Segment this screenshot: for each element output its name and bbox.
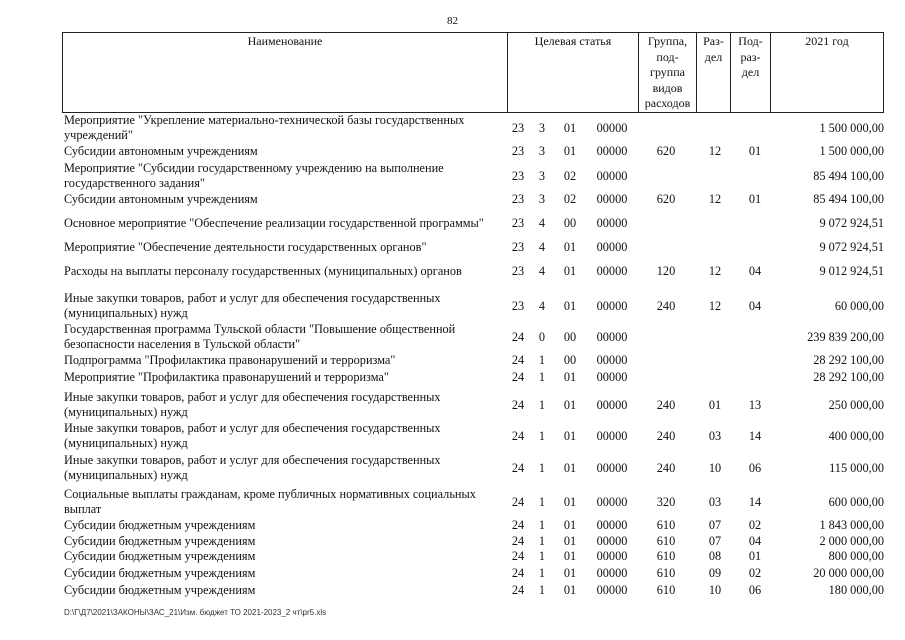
row-name: Субсидии бюджетным учреждениям [64, 518, 256, 532]
header-section-line: Раз- [703, 34, 724, 48]
row-name: Субсидии бюджетным учреждениям [64, 549, 256, 563]
row-target-code-program: 23 [511, 240, 525, 254]
header-subsection [731, 33, 771, 113]
row-target-code-subprogram: 1 [538, 353, 546, 367]
row-subsection: 04 [748, 264, 762, 278]
row-target-code-direction: 00000 [596, 370, 628, 384]
row-amount-2021: 85 494 100,00 [813, 169, 884, 183]
row-target-code-subprogram: 1 [538, 549, 546, 563]
row-target-code-direction: 00000 [596, 299, 628, 313]
header-expense-group [639, 33, 697, 113]
row-target-code-direction: 00000 [596, 240, 628, 254]
row-target-code-subprogram: 1 [538, 534, 546, 548]
row-subsection: 01 [748, 192, 762, 206]
row-section: 12 [708, 192, 722, 206]
row-expense-group: 240 [656, 398, 676, 412]
row-target-code-program: 24 [511, 549, 525, 563]
row-amount-2021: 9 072 924,51 [819, 240, 884, 254]
row-target-code-activity: 01 [563, 549, 577, 563]
row-name: Субсидии автономным учреждениям [64, 192, 258, 206]
row-target-code-program: 24 [511, 353, 525, 367]
row-amount-2021: 9 012 924,51 [819, 264, 884, 278]
row-target-code-program: 24 [511, 330, 525, 344]
row-expense-group: 610 [656, 566, 676, 580]
row-target-code-direction: 00000 [596, 461, 628, 475]
row-amount-2021: 1 843 000,00 [819, 518, 884, 532]
row-subsection: 01 [748, 549, 762, 563]
row-target-code-direction: 00000 [596, 549, 628, 563]
row-expense-group: 610 [656, 583, 676, 597]
row-subsection: 04 [748, 299, 762, 313]
row-amount-2021: 85 494 100,00 [813, 192, 884, 206]
header-section-line: дел [704, 49, 723, 64]
row-target-code-activity: 00 [563, 353, 577, 367]
row-target-code-direction: 00000 [596, 353, 628, 367]
row-section: 12 [708, 144, 722, 158]
row-target-code-subprogram: 3 [538, 169, 546, 183]
row-target-code-activity: 01 [563, 583, 577, 597]
row-target-code-subprogram: 1 [538, 566, 546, 580]
row-target-code-activity: 00 [563, 216, 577, 230]
header-name: Наименование [63, 33, 508, 113]
row-name: Мероприятие "Профилактика правонарушений и терроризма" [64, 370, 389, 384]
row-name: Мероприятие "Субсидии государственному учреждению на выполнение государственного задания" [64, 161, 444, 190]
row-amount-2021: 20 000 000,00 [813, 566, 884, 580]
row-amount-2021: 2 000 000,00 [819, 534, 884, 548]
row-target-code-direction: 00000 [596, 144, 628, 158]
header-group-line: под- [656, 49, 679, 64]
row-name: Субсидии бюджетным учреждениям [64, 583, 256, 597]
row-target-code-subprogram: 1 [538, 495, 546, 509]
row-amount-2021: 600 000,00 [828, 495, 884, 509]
row-name: Субсидии автономным учреждениям [64, 144, 258, 158]
row-target-code-program: 24 [511, 566, 525, 580]
row-target-code-activity: 01 [563, 461, 577, 475]
row-name: Иные закупки товаров, работ и услуг для обеспечения государственных (муниципальных) нужд [64, 390, 441, 419]
row-target-code-program: 24 [511, 518, 525, 532]
row-target-code-direction: 00000 [596, 192, 628, 206]
row-expense-group: 620 [656, 144, 676, 158]
row-target-code-activity: 01 [563, 370, 577, 384]
row-target-code-activity: 01 [563, 495, 577, 509]
row-section: 09 [708, 566, 722, 580]
row-amount-2021: 250 000,00 [828, 398, 884, 412]
row-name: Расходы на выплаты персоналу государственных (муниципальных) органов [64, 264, 462, 278]
row-target-code-activity: 00 [563, 330, 577, 344]
row-target-code-activity: 01 [563, 299, 577, 313]
row-amount-2021: 9 072 924,51 [819, 216, 884, 230]
row-target-code-subprogram: 0 [538, 330, 546, 344]
row-target-code-activity: 01 [563, 534, 577, 548]
row-name: Основное мероприятие "Обеспечение реализации государственной программы" [64, 216, 484, 230]
row-name: Мероприятие "Обеспечение деятельности государственных органов" [64, 240, 427, 254]
row-target-code-direction: 00000 [596, 566, 628, 580]
row-subsection: 06 [748, 583, 762, 597]
row-name: Государственная программа Тульской области "Повышение общественной безопасности населения в Тульской области" [64, 322, 456, 351]
header-group-line: расходов [644, 96, 691, 110]
page-number: 82 [447, 15, 458, 27]
row-target-code-direction: 00000 [596, 534, 628, 548]
row-target-code-activity: 01 [563, 240, 577, 254]
row-target-code-program: 24 [511, 429, 525, 443]
row-target-code-program: 23 [511, 216, 525, 230]
row-target-code-program: 24 [511, 398, 525, 412]
row-target-code-program: 23 [511, 121, 525, 135]
row-target-code-subprogram: 4 [538, 299, 546, 313]
row-target-code-subprogram: 1 [538, 583, 546, 597]
row-target-code-activity: 01 [563, 121, 577, 135]
row-target-code-direction: 00000 [596, 398, 628, 412]
row-target-code-program: 24 [511, 534, 525, 548]
row-name: Мероприятие "Укрепление материально-технической базы государственных учреждений" [64, 113, 465, 142]
row-target-code-program: 24 [511, 583, 525, 597]
row-name: Иные закупки товаров, работ и услуг для обеспечения государственных (муниципальных) нужд [64, 421, 441, 450]
row-subsection: 14 [748, 495, 762, 509]
row-target-code-activity: 01 [563, 429, 577, 443]
row-section: 07 [708, 518, 722, 532]
row-expense-group: 240 [656, 299, 676, 313]
row-target-code-activity: 01 [563, 144, 577, 158]
row-target-code-direction: 00000 [596, 264, 628, 278]
row-target-code-activity: 02 [563, 192, 577, 206]
row-target-code-activity: 01 [563, 566, 577, 580]
row-name: Подпрограмма "Профилактика правонарушений и терроризма" [64, 353, 396, 367]
row-amount-2021: 800 000,00 [828, 549, 884, 563]
row-expense-group: 610 [656, 549, 676, 563]
row-section: 01 [708, 398, 722, 412]
header-group-line: Группа, [647, 34, 688, 48]
row-target-code-program: 23 [511, 192, 525, 206]
row-subsection: 13 [748, 398, 762, 412]
header-year: 2021 год [771, 33, 884, 113]
row-target-code-activity: 02 [563, 169, 577, 183]
row-subsection: 02 [748, 566, 762, 580]
row-expense-group: 320 [656, 495, 676, 509]
row-name: Иные закупки товаров, работ и услуг для обеспечения государственных (муниципальных) нужд [64, 453, 441, 482]
header-group-line: видов [652, 80, 683, 95]
row-section: 08 [708, 549, 722, 563]
row-target-code-direction: 00000 [596, 216, 628, 230]
row-target-code-subprogram: 1 [538, 518, 546, 532]
header-section [697, 33, 731, 113]
row-target-code-direction: 00000 [596, 169, 628, 183]
row-target-code-program: 23 [511, 144, 525, 158]
row-target-code-subprogram: 3 [538, 121, 546, 135]
file-path-footer: D:\Г\Д7\2021\ЗАКОНЫ\ЗАС_21\Изм. бюджет ТО 2021-2023_2 чт\pr5.xls [64, 608, 327, 617]
row-name: Субсидии бюджетным учреждениям [64, 566, 256, 580]
header-group-line: группа [650, 65, 685, 79]
row-target-code-subprogram: 1 [538, 429, 546, 443]
row-amount-2021: 115 000,00 [829, 461, 884, 475]
row-section: 07 [708, 534, 722, 548]
row-target-code-subprogram: 1 [538, 370, 546, 384]
row-target-code-direction: 00000 [596, 121, 628, 135]
row-subsection: 04 [748, 534, 762, 548]
row-target-code-activity: 01 [563, 264, 577, 278]
row-subsection: 06 [748, 461, 762, 475]
row-target-code-subprogram: 4 [538, 240, 546, 254]
row-expense-group: 240 [656, 429, 676, 443]
row-subsection: 14 [748, 429, 762, 443]
row-expense-group: 620 [656, 192, 676, 206]
row-amount-2021: 28 292 100,00 [813, 353, 884, 367]
row-section: 03 [708, 429, 722, 443]
row-name: Социальные выплаты гражданам, кроме публичных нормативных социальных выплат [64, 487, 476, 516]
row-target-code-program: 23 [511, 169, 525, 183]
row-amount-2021: 239 839 200,00 [807, 330, 884, 344]
row-section: 12 [708, 264, 722, 278]
header-subsection-line: дел [741, 65, 760, 79]
row-target-code-subprogram: 4 [538, 216, 546, 230]
row-target-code-subprogram: 1 [538, 398, 546, 412]
row-target-code-program: 24 [511, 370, 525, 384]
header-subsection-line: Под- [738, 34, 763, 48]
row-expense-group: 120 [656, 264, 676, 278]
row-expense-group: 240 [656, 461, 676, 475]
row-target-code-direction: 00000 [596, 429, 628, 443]
row-section: 10 [708, 583, 722, 597]
row-amount-2021: 1 500 000,00 [819, 121, 884, 135]
row-name: Субсидии бюджетным учреждениям [64, 534, 256, 548]
row-target-code-direction: 00000 [596, 330, 628, 344]
row-amount-2021: 400 000,00 [828, 429, 884, 443]
row-target-code-direction: 00000 [596, 518, 628, 532]
row-amount-2021: 180 000,00 [828, 583, 884, 597]
header-target-article: Целевая статья [508, 33, 639, 113]
row-target-code-subprogram: 3 [538, 192, 546, 206]
row-target-code-subprogram: 4 [538, 264, 546, 278]
row-target-code-program: 23 [511, 264, 525, 278]
table-header [62, 32, 884, 113]
row-target-code-program: 23 [511, 299, 525, 313]
row-section: 03 [708, 495, 722, 509]
header-subsection-line: раз- [740, 49, 761, 64]
row-name: Иные закупки товаров, работ и услуг для обеспечения государственных (муниципальных) нужд [64, 291, 441, 320]
row-target-code-direction: 00000 [596, 583, 628, 597]
row-target-code-program: 24 [511, 461, 525, 475]
row-section: 10 [708, 461, 722, 475]
row-subsection: 02 [748, 518, 762, 532]
row-target-code-activity: 01 [563, 518, 577, 532]
row-target-code-subprogram: 1 [538, 461, 546, 475]
row-amount-2021: 28 292 100,00 [813, 370, 884, 384]
row-subsection: 01 [748, 144, 762, 158]
row-expense-group: 610 [656, 534, 676, 548]
row-target-code-direction: 00000 [596, 495, 628, 509]
row-target-code-program: 24 [511, 495, 525, 509]
row-section: 12 [708, 299, 722, 313]
row-amount-2021: 1 500 000,00 [819, 144, 884, 158]
row-amount-2021: 60 000,00 [834, 299, 884, 313]
row-expense-group: 610 [656, 518, 676, 532]
row-target-code-activity: 01 [563, 398, 577, 412]
row-target-code-subprogram: 3 [538, 144, 546, 158]
